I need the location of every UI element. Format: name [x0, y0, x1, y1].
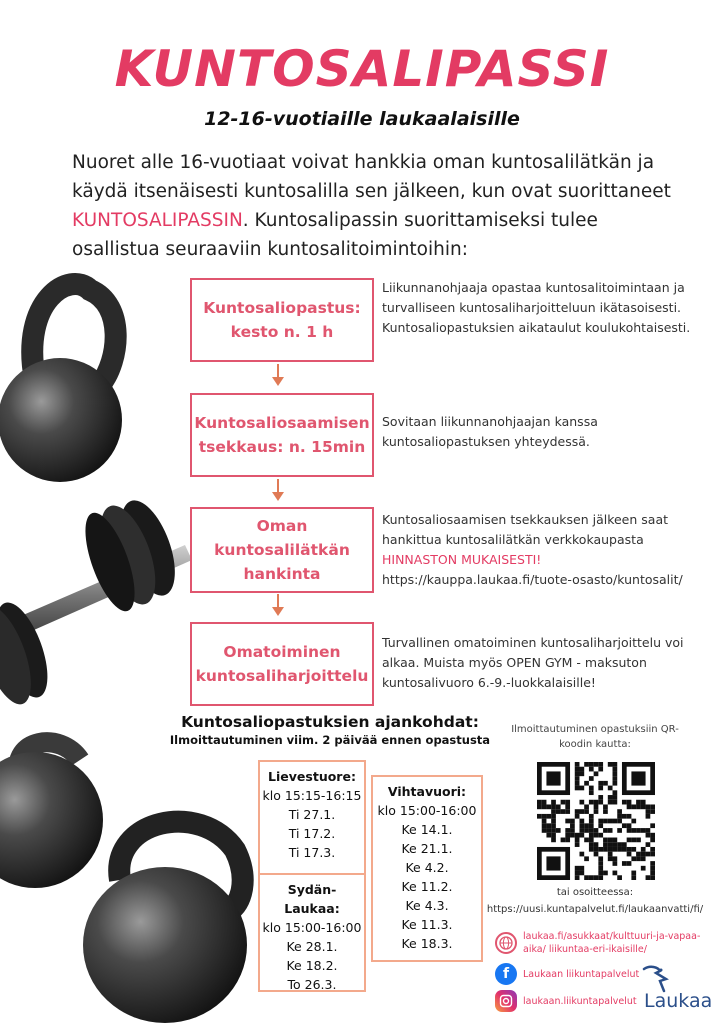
qr-code[interactable] — [537, 762, 655, 880]
arrow-1 — [277, 364, 279, 384]
schedule-subtitle: Ilmoittautuminen viim. 2 päivää ennen opastusta — [169, 733, 491, 747]
step-3-line-3: hankinta — [243, 565, 321, 583]
web-link[interactable]: laukaa.fi/asukkaat/kulttuuri-ja-vapaa-aika/ liikuntaa-eri-ikaisille/ — [523, 931, 701, 955]
step-3-description — [382, 510, 697, 590]
schedule-title: Kuntosaliopastuksien ajankohdat: — [181, 713, 479, 731]
intro-part-2: . Kuntosalipassin suorittamiseksi tulee osallistua seuraaviin kuntosalitoimintoihin: — [72, 210, 598, 260]
step-4-line-2: kuntosaliharjoittelu — [195, 667, 369, 685]
location-date: Ke 11.2. — [401, 879, 453, 894]
step-3-line-2: kuntosalilätkän — [214, 541, 350, 559]
step-box-3 — [190, 507, 374, 593]
instagram-link[interactable]: laukaan.liikuntapalvelut — [523, 995, 637, 1007]
step-1-line-2: kesto n. 1 h — [230, 323, 334, 341]
step-box-1 — [190, 278, 374, 362]
laukaa-logo-text: Laukaa — [644, 990, 713, 1012]
location-date: Ke 18.2. — [286, 958, 338, 973]
location-date: Ke 4.3. — [405, 898, 449, 913]
intro-text — [72, 148, 672, 264]
step-4-line-1: Omatoiminen — [223, 643, 341, 661]
location-date: Ke 4.2. — [405, 860, 449, 875]
kettlebell-image-middle — [0, 742, 103, 888]
schedule-heading — [150, 713, 510, 747]
step-3-desc-highlight: HINNASTON MUKAISESTI! — [382, 552, 542, 567]
location-time: klo 15:15-16:15 — [262, 788, 362, 803]
globe-icon — [495, 932, 517, 954]
facebook-row[interactable] — [495, 963, 639, 985]
web-link-row[interactable] — [495, 930, 710, 956]
step-2-description: Sovitaan liikunnanohjaajan kanssa kuntosaliopastuksen yhteydessä. — [382, 414, 598, 449]
arrow-2 — [277, 479, 279, 499]
step-3-line-1: Oman — [256, 517, 308, 535]
location-date: Ke 11.3. — [401, 917, 453, 932]
location-box-vihtavuori — [371, 775, 483, 962]
step-3-link[interactable]: https://kauppa.laukaa.fi/tuote-osasto/kuntosalit/ — [382, 572, 683, 587]
facebook-icon: f — [495, 963, 517, 985]
location-date: Ti 17.2. — [288, 826, 336, 841]
dumbbell-image — [0, 493, 192, 710]
location-time: klo 15:00-16:00 — [262, 920, 362, 935]
step-1-line-1: Kuntosaliopastus: — [203, 299, 361, 317]
location-box-lievestuore — [258, 760, 366, 875]
page-subtitle: 12-16-vuotiaille laukaalaisille — [204, 108, 520, 130]
location-date: Ti 17.3. — [288, 845, 336, 860]
step-3-desc-a: Kuntosaliosaamisen tsekkauksen jälkeen saat hankittua kuntosalilätkän verkkokaupasta — [382, 512, 669, 547]
page-title: KUNTOSALIPASSI — [114, 40, 610, 98]
intro-part-1: Nuoret alle 16-vuotiaat voivat hankkia oman kuntosalilätkän ja käydä itsenäisesti kuntosalilla sen jälkeen, kun ovat suorittaneet — [72, 152, 671, 202]
step-box-4 — [190, 622, 374, 706]
location-name: Lievestuore: — [268, 769, 356, 784]
facebook-link[interactable]: Laukaan liikuntapalvelut — [523, 968, 640, 980]
arrow-3 — [277, 594, 279, 614]
step-1-description: Liikunnanohjaaja opastaa kuntosalitoimintaan ja turvalliseen kuntosaliharjoitteluun ikätasoisesti. Kuntosaliopastuksien aikataulut koulukohtaisesti. — [382, 280, 691, 335]
kettlebell-image-bottom — [83, 822, 247, 1023]
qr-url-link[interactable]: https://uusi.kuntapalvelut.fi/laukaanvatti/fi/ — [486, 904, 704, 915]
location-date: To 26.3. — [287, 977, 337, 992]
instagram-icon — [495, 990, 517, 1012]
location-date: Ke 21.1. — [401, 841, 453, 856]
qr-footer — [480, 884, 710, 918]
location-name: Vihtavuori: — [387, 784, 467, 799]
intro-highlight: KUNTOSALIPASSIN — [72, 210, 243, 231]
location-box-sydan-laukaa — [258, 873, 366, 992]
step-4-description: Turvallinen omatoiminen kuntosaliharjoittelu voi alkaa. Muista myös OPEN GYM - maksuton kuntosalivuoro 6.-9.-luokkalaisille! — [382, 635, 684, 690]
location-date: Ke 14.1. — [401, 822, 453, 837]
location-date: Ke 28.1. — [286, 939, 338, 954]
kettlebell-image-top — [0, 284, 122, 482]
step-2-line-2: tsekkaus: n. 15min — [198, 438, 366, 456]
location-time: klo 15:00-16:00 — [377, 803, 477, 818]
qr-alt-label: tai osoitteessa: — [556, 887, 634, 898]
instagram-row[interactable] — [495, 990, 637, 1012]
location-date: Ti 27.1. — [288, 807, 336, 822]
qr-heading: Ilmoittautuminen opastuksiin QR-koodin kautta: — [511, 724, 679, 750]
step-2-line-1: Kuntosaliosaamisen — [194, 414, 370, 432]
location-name: Sydän-Laukaa: — [284, 882, 340, 916]
location-date: Ke 18.3. — [401, 936, 453, 951]
step-box-2 — [190, 393, 374, 477]
